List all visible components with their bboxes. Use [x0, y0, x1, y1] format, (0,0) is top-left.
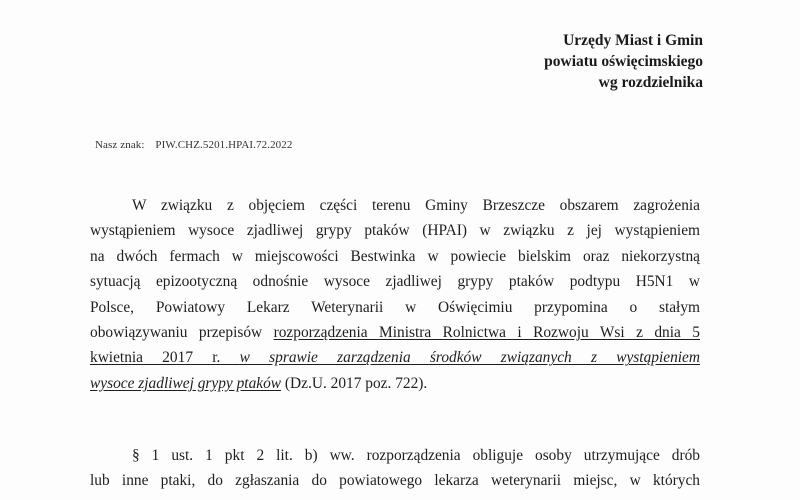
paragraph-1-line-6: obowiązywaniu przepisów rozporządzenia Ministra Rolnictwa i Rozwoju Wsi z dnia 5 — [90, 324, 700, 342]
recipient-line-1: Urzędy Miast i Gmin — [563, 32, 703, 49]
paragraph-2 — [90, 443, 700, 494]
paragraph-1-line-4: sytuacją epizootyczną odnośnie wysoce zjadliwej grypy ptaków podtypu H5N1 w — [90, 273, 700, 291]
paragraph-2-line-2: lub inne ptaki, do zgłaszania do powiatowego lekarza weterynarii miejsc, w których — [90, 472, 700, 490]
reference-number — [95, 139, 292, 151]
paragraph-1-line-8: wysoce zjadliwej grypy ptaków (Dz.U. 2017 poz. 722). — [90, 374, 428, 392]
recipient-line-2: powiatu oświęcimskiego — [544, 53, 703, 70]
paragraph-2-line-1: § 1 ust. 1 pkt 2 lit. b) ww. rozporządzenia obliguje osoby utrzymujące drób — [132, 447, 700, 464]
paragraph-1-line-1: W związku z objęciem części terenu Gminy Brzeszcze obszarem zagrożenia — [132, 197, 700, 214]
recipient-line-3: wg rozdzielnika — [598, 74, 703, 91]
reference-value: PIW.CHZ.5201.HPAI.72.2022 — [155, 139, 293, 151]
reference-label: Nasz znak: — [95, 139, 145, 151]
paragraph-1-line-7: kwietnia 2017 r. w sprawie zarządzenia środków związanych z wystąpieniem — [90, 349, 700, 367]
recipient-block — [544, 30, 703, 93]
paragraph-1 — [90, 193, 700, 396]
regulation-title-italic: w sprawie zarządzenia środków związanych z wystąpieniem — [239, 349, 700, 367]
paragraph-1-line-3: na dwóch fermach w miejscowości Bestwinka w powiecie bielskim oraz niekorzystną — [90, 247, 700, 265]
paragraph-1-line-2: wystąpieniem wysoce zjadliwej grypy ptaków (HPAI) w związku z jej wystąpieniem — [90, 222, 700, 240]
paragraph-1-line-5: Polsce, Powiatowy Lekarz Weterynarii w Oświęcimiu przypomina o stałym — [90, 298, 700, 316]
regulation-link-text: rozporządzenia Ministra Rolnictwa i Rozwoju Wsi z dnia 5 — [273, 324, 700, 342]
